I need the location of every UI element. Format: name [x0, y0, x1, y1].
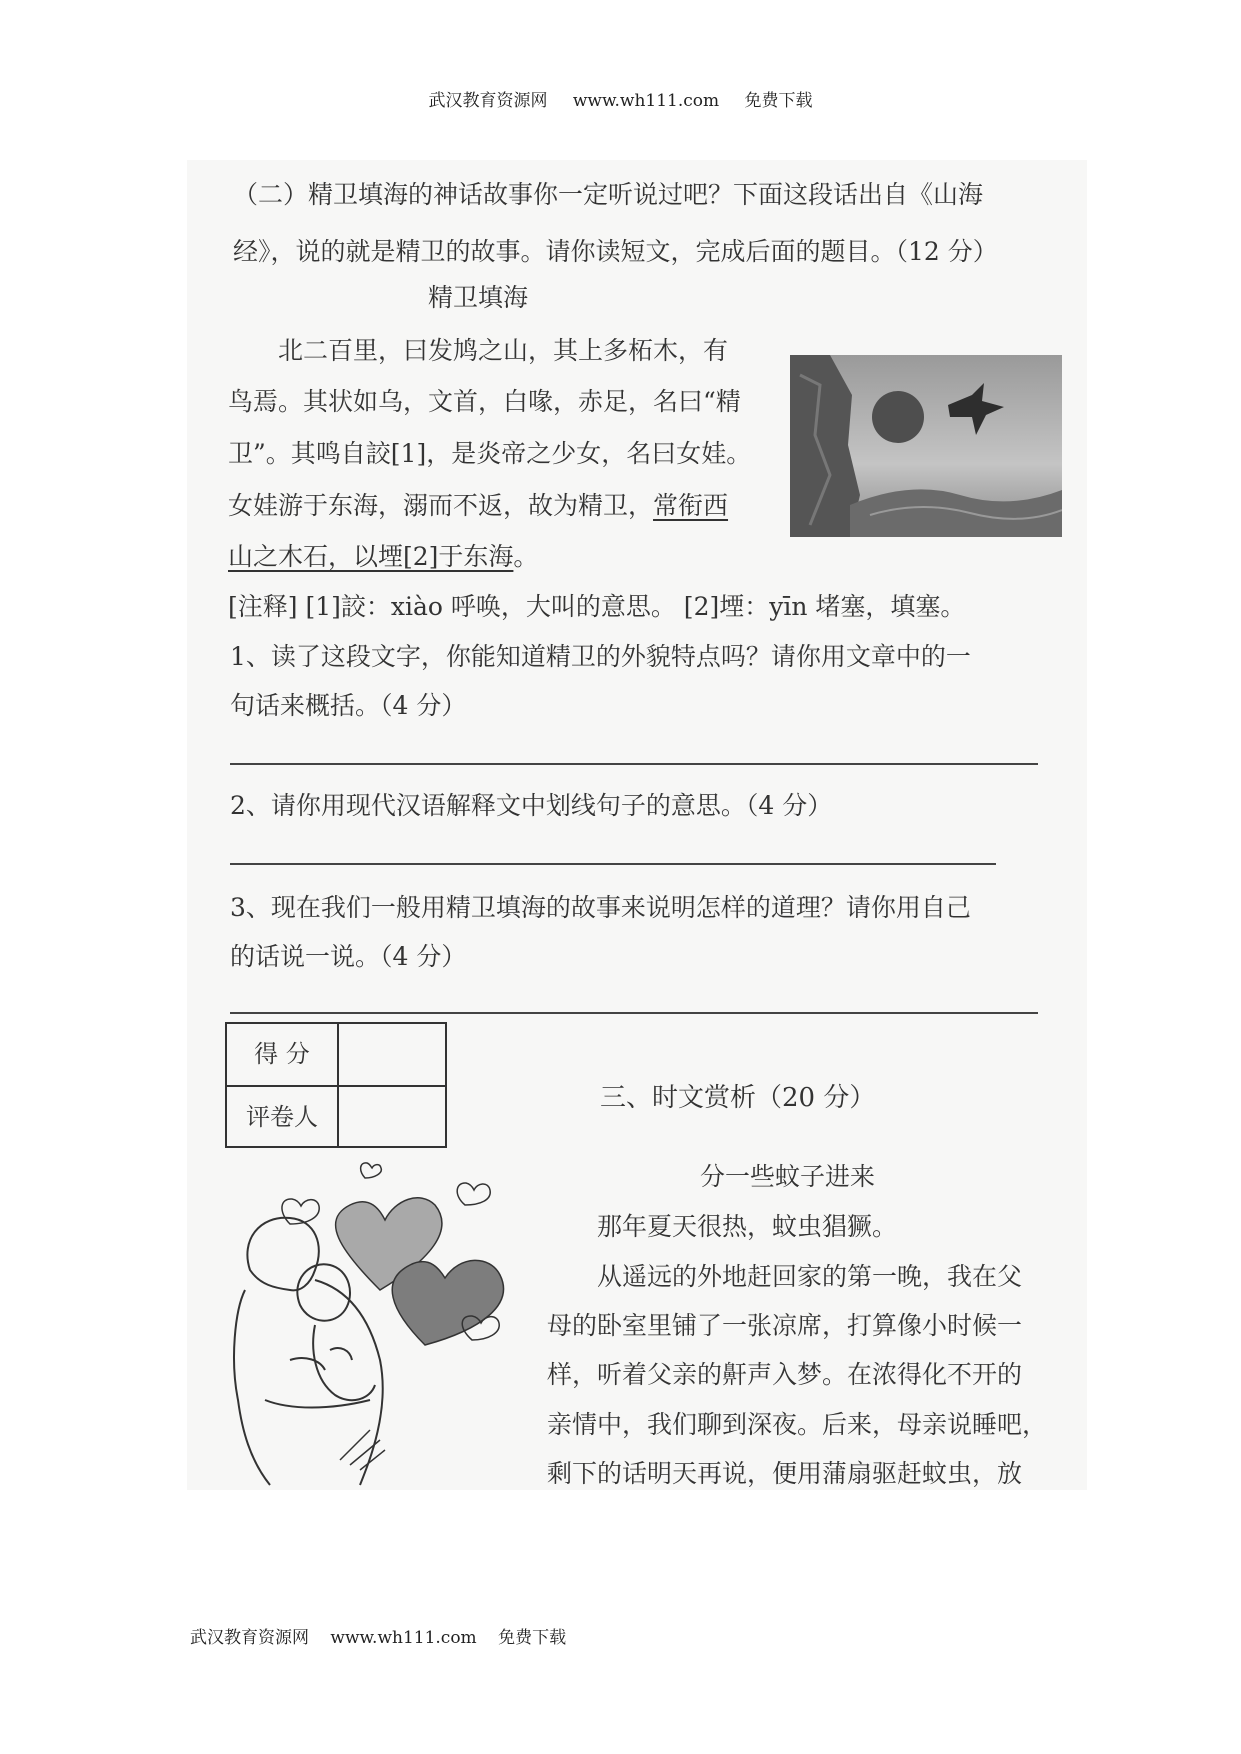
- grader-row: [227, 1087, 445, 1148]
- answer-line-1[interactable]: [230, 763, 1038, 765]
- passage-line-5-end: 。: [513, 542, 539, 571]
- score-input-cell[interactable]: [341, 1024, 445, 1085]
- passage-line-2: 鸟焉。其状如乌，文首，白喙，赤足，名曰“精: [228, 387, 741, 416]
- underlined-sentence-part1: 常衔西: [653, 491, 729, 520]
- header-download-label: 免费下载: [744, 91, 813, 111]
- passage-notes: [注释] [1]詨：xiào 呼唤，大叫的意思。 [2]堙：yīn 堵塞，填塞。: [228, 592, 966, 621]
- question-1-line2: 句话来概括。（4 分）: [230, 691, 467, 720]
- grader-label: 评卷人: [227, 1087, 339, 1148]
- article-title: 分一些蚊子进来: [700, 1162, 876, 1191]
- grader-input-cell[interactable]: [341, 1087, 445, 1148]
- small-heart-icon: [361, 1163, 382, 1178]
- question-1-line1: 1、读了这段文字，你能知道精卫的外貌特点吗？请你用文章中的一: [230, 642, 971, 671]
- underlined-sentence-part2: 山之木石，以堙[2]于东海: [228, 542, 514, 571]
- header-url: www.wh111.com: [572, 91, 720, 111]
- answer-line-2[interactable]: [230, 863, 996, 865]
- article-para-2-line4: 亲情中，我们聊到深夜。后来，母亲说睡吧，: [547, 1410, 1048, 1439]
- passage-line-4: [228, 491, 728, 521]
- score-table: [225, 1022, 447, 1148]
- footer-site-name: 武汉教育资源网: [190, 1628, 309, 1648]
- article-para-2-line3: 样，听着父亲的鼾声入梦。在浓得化不开的: [547, 1360, 1023, 1389]
- header-site-name: 武汉教育资源网: [428, 91, 548, 111]
- answer-line-3[interactable]: [230, 1012, 1038, 1014]
- section3-heading: 三、时文赏析（20 分）: [600, 1083, 876, 1113]
- question-2: 2、请你用现代汉语解释文中划线句子的意思。（4 分）: [230, 791, 833, 820]
- passage-title: 精卫填海: [428, 283, 529, 312]
- article-para-2-line5: 剩下的话明天再说，便用蒲扇驱赶蚊虫，放: [547, 1459, 1023, 1488]
- passage-line-3: 卫”。其鸣自詨[1]，是炎帝之少女，名曰女娃。: [228, 439, 752, 468]
- question-3-line1: 3、现在我们一般用精卫填海的故事来说明怎样的道理？请你用自己: [230, 893, 971, 922]
- footer-url: www.wh111.com: [330, 1628, 477, 1648]
- section2-intro-line1: （二）精卫填海的神话故事你一定听说过吧？下面这段话出自《山海: [233, 180, 984, 209]
- heart-icon-large: [392, 1260, 503, 1345]
- page-footer: [190, 1623, 582, 1648]
- small-heart-icon: [457, 1183, 490, 1205]
- section2-intro-line2: 经》，说的就是精卫的故事。请你读短文，完成后面的题目。（12 分）: [233, 237, 998, 266]
- mother-child-illustration: [220, 1160, 540, 1490]
- score-label: 得 分: [227, 1024, 339, 1085]
- question-3-line2: 的话说一说。（4 分）: [230, 942, 467, 971]
- jingwei-illustration: [790, 355, 1062, 537]
- article-para-2-line2: 母的卧室里铺了一张凉席，打算像小时候一: [547, 1311, 1023, 1340]
- passage-line-1: 北二百里，曰发鸠之山，其上多柘木，有: [278, 336, 729, 365]
- passage-line-5: [228, 542, 538, 572]
- page-header: [0, 86, 1241, 111]
- footer-download-label: 免费下载: [498, 1628, 567, 1648]
- passage-line-4-text: 女娃游于东海，溺而不返，故为精卫，: [228, 491, 654, 520]
- score-row: [227, 1024, 445, 1087]
- article-para-1: 那年夏天很热，蚊虫猖獗。: [597, 1212, 898, 1241]
- article-para-2-line1: 从遥远的外地赶回家的第一晚，我在父: [597, 1262, 1023, 1291]
